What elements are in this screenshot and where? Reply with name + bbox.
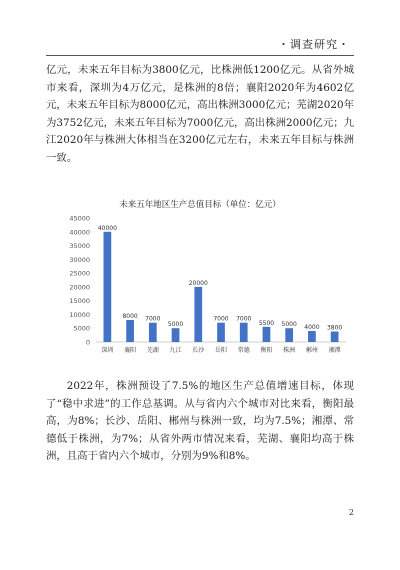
body-paragraph-2: 2022年，株洲预设了7.5%的地区生产总值增速目标，体现了“稳中求进”的工作总基调。从与省内六个城市对比来看，衡阳最高，为8%；长沙、岳阳、郴州与株洲一致，均为7.5%；湘潭、常德低于株洲，为7%；从省外两市情况来看，芜湖、襄阳均高于株洲，且高于省内六个城市，分别为9%和8%。 [46,380,354,462]
data-label: 5000 [167,321,184,329]
x-tick-label: 湘潭 [328,347,341,354]
data-label: 7000 [213,315,229,323]
data-label: 7000 [145,315,161,323]
data-label: 7000 [236,315,252,323]
data-label: 20000 [188,279,208,287]
bar-芜湖 [149,323,157,342]
data-label: 4000 [304,323,320,331]
bar-湘潭 [331,332,339,342]
y-tick-label: 30000 [69,255,90,264]
bar-衡阳 [263,327,271,342]
x-tick-label: 衡阳 [260,347,273,354]
gdp-target-bar-chart [46,210,354,360]
y-tick-label: 35000 [69,242,90,251]
bar-常德 [240,323,248,342]
body-paragraph-1: 亿元，未来五年目标为3800亿元，比株洲低1200亿元。从省外城市来看，深圳为4万亿元，是株洲的8倍；襄阳2020年为4602亿元，未来五年目标为8000亿元，高出株洲3000亿元；芜湖2020年为3752亿元，未来五年目标为7000亿元，高出株洲2000亿元；九江2020年与株洲大体相当在3200亿元左右，未来五年目标与株洲一致。 [46,64,354,164]
bar-岳阳 [217,323,225,342]
x-tick-label: 襄阳 [124,347,137,354]
y-tick-label: 5000 [73,324,90,333]
x-tick-label: 常德 [237,347,250,354]
bar-襄阳 [126,320,134,342]
x-tick-label: 长沙 [192,347,205,354]
header-divider [46,55,354,56]
y-tick-label: 20000 [69,283,90,292]
chart-title: 未来五年地区生产总值目标（单位：亿元） [119,200,281,210]
data-label: 8000 [122,312,138,320]
data-label: 3800 [326,324,343,332]
bar-株洲 [285,328,293,342]
x-tick-label: 株洲 [283,347,296,354]
y-tick-label: 40000 [69,228,90,237]
data-label: 40000 [97,224,117,232]
data-label: 5000 [281,321,297,329]
y-tick-label: 0 [85,338,90,347]
bar-郴州 [308,331,316,342]
y-tick-label: 45000 [69,214,90,223]
y-tick-label: 25000 [69,269,90,278]
bar-深圳 [104,232,112,342]
x-tick-label: 芜湖 [146,347,159,354]
x-tick-label: 九江 [169,347,182,354]
x-tick-label: 岳阳 [214,347,228,354]
y-tick-label: 15000 [69,297,90,306]
header-title: ・调查研究・ [278,38,350,51]
x-tick-label: 郴州 [305,347,318,354]
bar-长沙 [194,287,202,342]
data-label: 5500 [258,319,275,327]
bar-九江 [172,328,180,342]
y-tick-label: 10000 [69,310,90,319]
page-number: 2 [348,508,354,517]
x-tick-label: 深圳 [101,347,114,354]
